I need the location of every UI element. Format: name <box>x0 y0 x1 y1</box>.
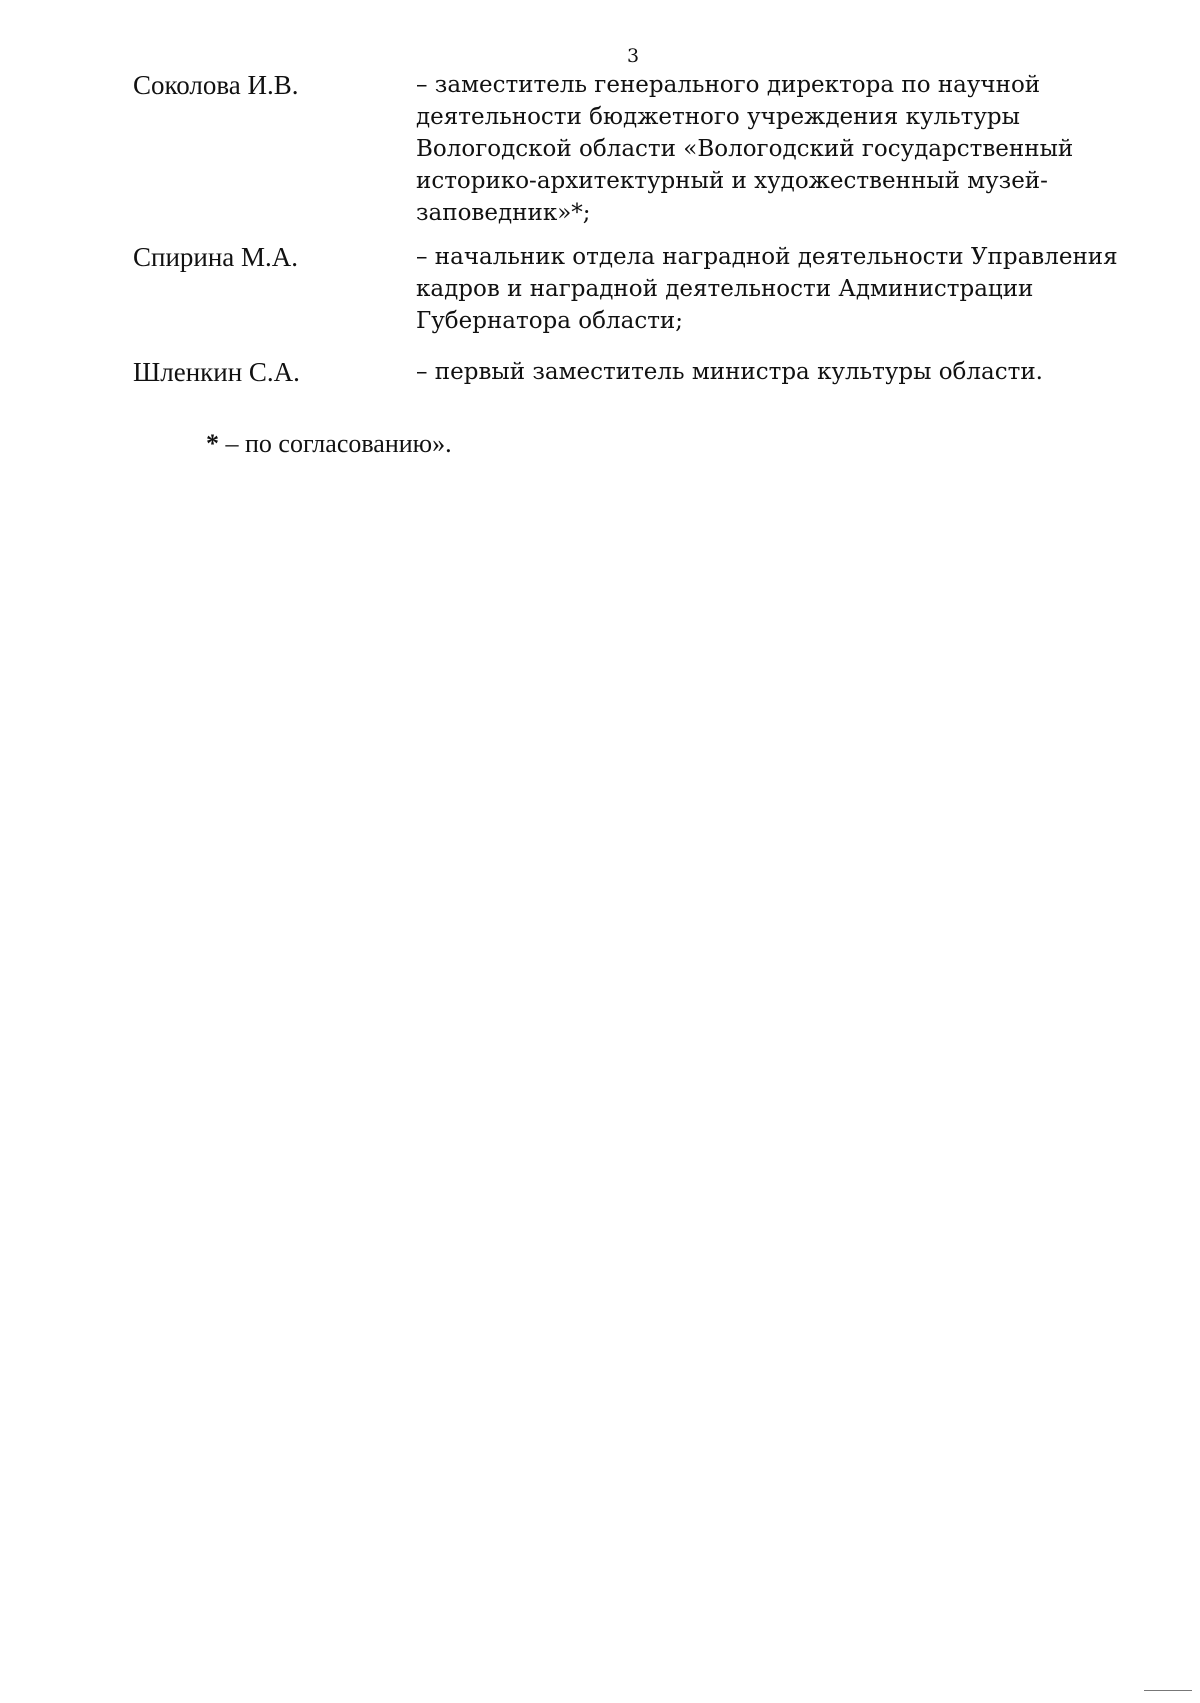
footnote-text: – по согласованию». <box>219 429 452 458</box>
description-line: кадров и наградной деятельности Администрации <box>416 276 1034 302</box>
description-line: историко-архитектурный и художественный музей- <box>416 168 1048 194</box>
member-name: Соколова И.В. <box>133 70 299 100</box>
description-line: Губернатора области; <box>416 308 684 334</box>
footnote <box>206 428 452 460</box>
description-line: – начальник отдела наградной деятельности Управления <box>416 244 1118 270</box>
description-line: Вологодской области «Вологодский государственный <box>416 136 1074 162</box>
scan-edge-mark <box>1144 1690 1192 1691</box>
member-description <box>416 69 1136 229</box>
page-number: 3 <box>626 45 640 67</box>
member-description <box>416 356 1136 388</box>
description-line: деятельности бюджетного учреждения культуры <box>416 104 1020 130</box>
member-name: Шленкин С.А. <box>133 357 300 387</box>
footnote-marker: * <box>206 429 219 458</box>
description-line: заповедник»*; <box>416 200 591 226</box>
description-line: – заместитель генерального директора по научной <box>416 72 1041 98</box>
member-name: Спирина М.А. <box>133 242 299 272</box>
description-line: – первый заместитель министра культуры области. <box>416 359 1043 385</box>
member-description <box>416 241 1136 337</box>
